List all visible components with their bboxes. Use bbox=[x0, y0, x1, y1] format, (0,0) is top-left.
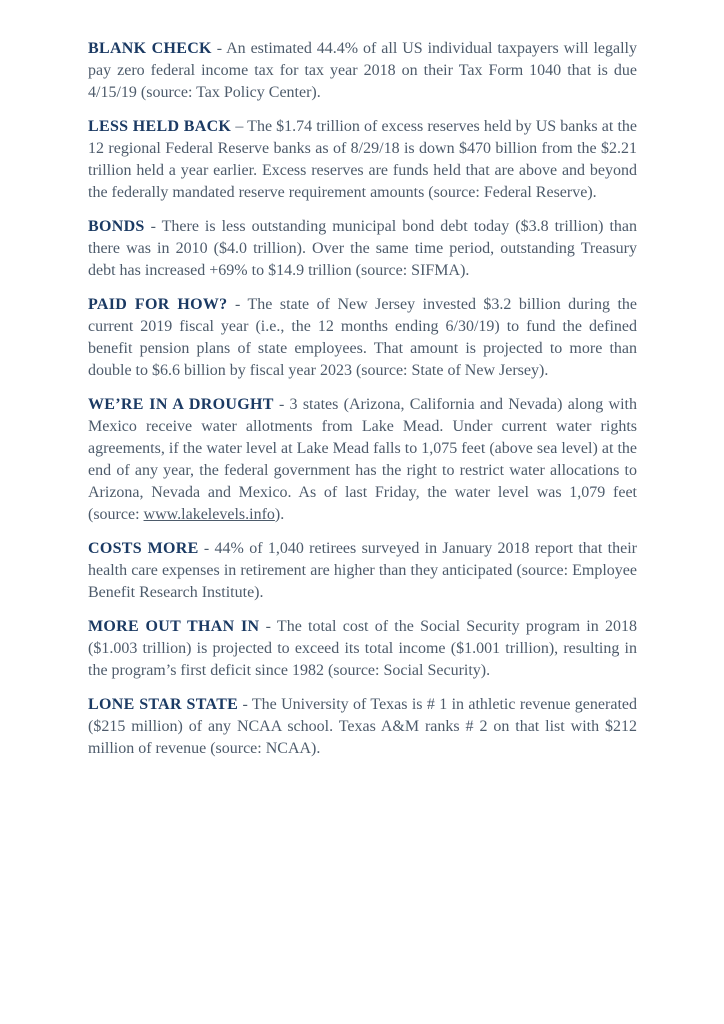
paragraph-heading: COSTS MORE bbox=[88, 540, 199, 557]
paragraph-body: ). bbox=[274, 506, 285, 523]
paragraph-were-in-a-drought bbox=[88, 394, 637, 526]
paragraph-more-out-than-in bbox=[88, 616, 637, 682]
paragraph-body: - The total cost of the Social Security program in 2018 ($1.003 trillion) is projected to exceed its total income ($1.001 trillion), resulting in the program’s first deficit since 1982 (source: Social Security). bbox=[88, 618, 637, 679]
paragraph-costs-more bbox=[88, 538, 637, 604]
paragraph-lone-star-state bbox=[88, 694, 637, 760]
paragraph-body: - The University of Texas is # 1 in athletic revenue generated ($215 million) of any NCAA school. Texas A&M ranks # 2 on that list with $212 million of revenue (source: NCAA). bbox=[88, 696, 637, 757]
paragraph-body: - 3 states (Arizona, California and Nevada) along with Mexico receive water allotments from Lake Mead. Under current water rights agreements, if the water level at Lake Mead falls to 1,075 feet (above sea level) at the end of any year, the federal government has the right to restrict water allocations to Arizona, Nevada and Mexico. As of last Friday, the water level was 1,079 feet (source: bbox=[88, 396, 637, 523]
paragraph-body: - 44% of 1,040 retirees surveyed in January 2018 report that their health care expenses in retirement are higher than they anticipated (source: Employee Benefit Research Institute). bbox=[88, 540, 637, 601]
paragraph-heading: BONDS bbox=[88, 218, 145, 235]
paragraph-heading: WE’RE IN A DROUGHT bbox=[88, 396, 274, 413]
lakelevels-link[interactable]: www.lakelevels.info bbox=[143, 506, 275, 523]
paragraph-heading: LESS HELD BACK bbox=[88, 118, 232, 135]
paragraph-heading: BLANK CHECK bbox=[88, 40, 212, 57]
paragraph-heading: LONE STAR STATE bbox=[88, 696, 239, 713]
paragraph-paid-for-how bbox=[88, 294, 637, 382]
paragraph-heading: MORE OUT THAN IN bbox=[88, 618, 260, 635]
paragraph-body: – The $1.74 trillion of excess reserves held by US banks at the 12 regional Federal Reserve banks as of 8/29/18 is down $470 billion from the $2.21 trillion held a year earlier. Excess reserves are funds held that are above and beyond the federally mandated reserve requirement amounts (source: Federal Reserve). bbox=[88, 118, 637, 201]
paragraph-body: - There is less outstanding municipal bond debt today ($3.8 trillion) than there was in 2010 ($4.0 trillion). Over the same time period, outstanding Treasury debt has increased +69% to $14.9 trillion (source: SIFMA). bbox=[88, 218, 637, 279]
paragraph-body: - The state of New Jersey invested $3.2 billion during the current 2019 fiscal year (i.e., the 12 months ending 6/30/19) to fund the defined benefit pension plans of state employees. That amount is projected to more than double to $6.6 billion by fiscal year 2023 (source: State of New Jersey). bbox=[88, 296, 637, 379]
paragraph-heading: PAID FOR HOW? bbox=[88, 296, 228, 313]
paragraph-less-held-back bbox=[88, 116, 637, 204]
paragraph-body: - An estimated 44.4% of all US individual taxpayers will legally pay zero federal income tax for tax year 2018 on their Tax Form 1040 that is due 4/15/19 (source: Tax Policy Center). bbox=[88, 40, 637, 101]
paragraph-bonds bbox=[88, 216, 637, 282]
paragraph-blank-check bbox=[88, 38, 637, 104]
